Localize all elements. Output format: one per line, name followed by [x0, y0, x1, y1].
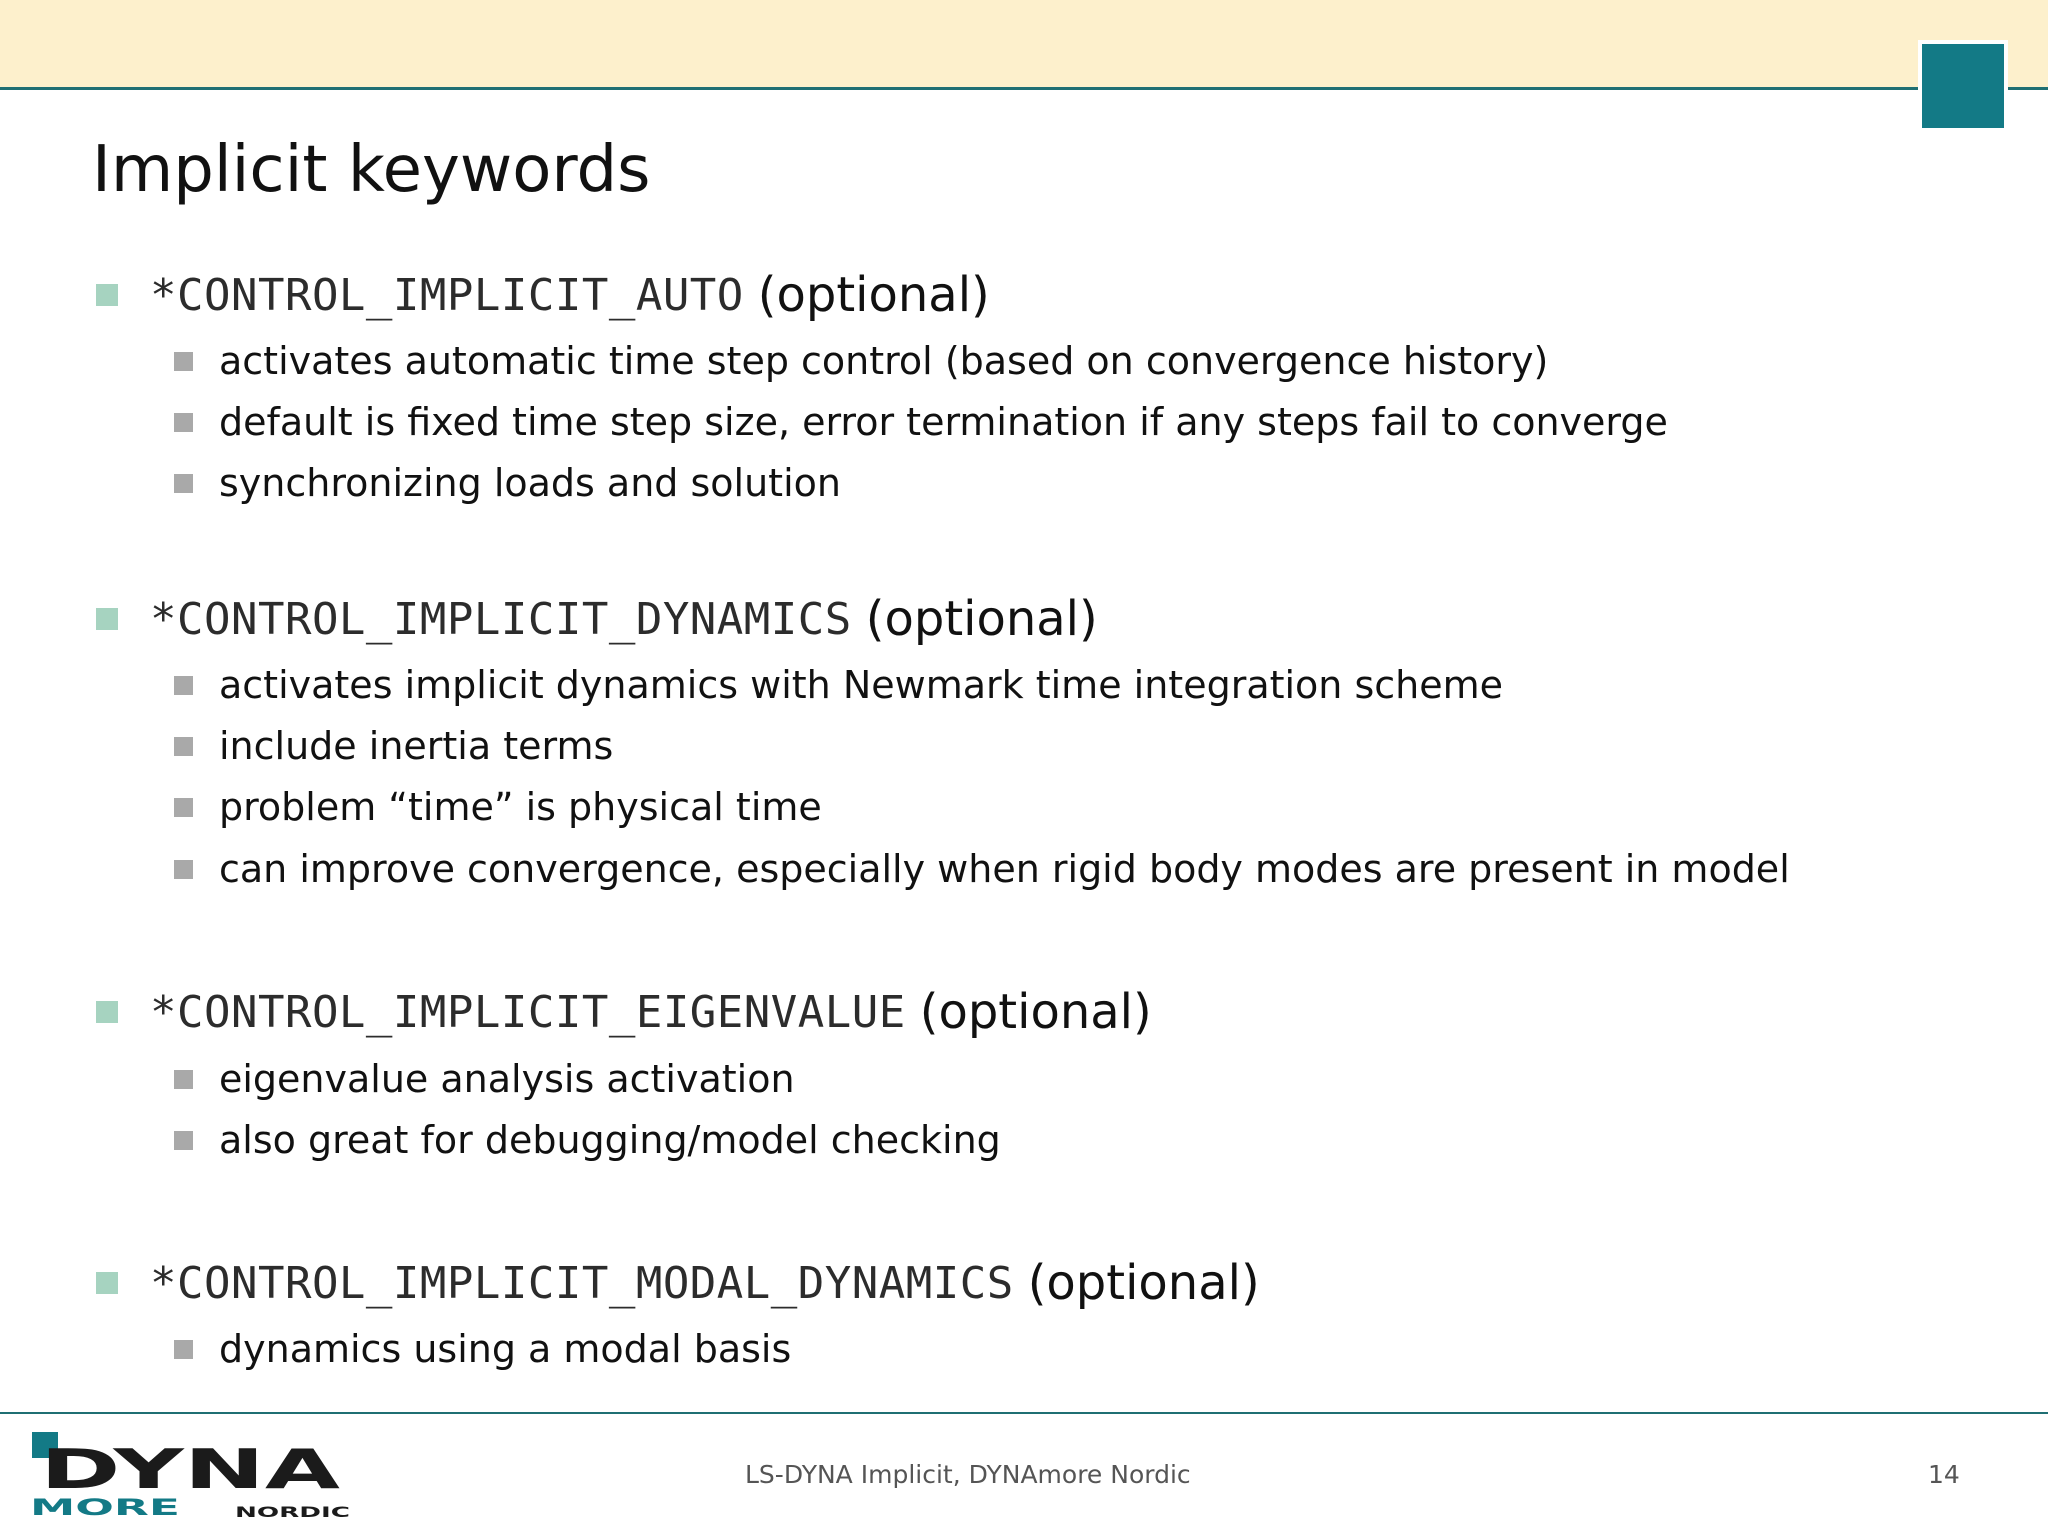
keyword-bullet-dynamics [96, 589, 1098, 649]
sub-bullet-marker [174, 798, 193, 817]
bullet-marker [96, 608, 118, 630]
sub-bullet-marker [174, 676, 193, 695]
keyword-bullet-modal-dynamics [96, 1253, 1260, 1313]
sub-bullet [174, 458, 841, 508]
keyword-qualifier: (optional) [1027, 1255, 1260, 1311]
sub-bullet-text: synchronizing loads and solution [219, 461, 841, 505]
dynamore-logo [30, 1430, 360, 1520]
sub-bullet-text: activates automatic time step control (based on convergence history) [219, 339, 1549, 383]
keyword-code: *CONTROL_IMPLICIT_MODAL_DYNAMICS [150, 1257, 1014, 1309]
sub-bullet-text: problem “time” is physical time [219, 785, 822, 829]
bullet-marker [96, 1272, 118, 1294]
sub-bullet [174, 397, 1668, 447]
sub-bullet-text: include inertia terms [219, 724, 614, 768]
sub-bullet-text: can improve convergence, especially when rigid body modes are present in model [219, 847, 1790, 891]
sub-bullet-marker [174, 352, 193, 371]
footer-caption: LS-DYNA Implicit, DYNAmore Nordic [745, 1460, 1191, 1489]
sub-bullet-text: default is fixed time step size, error termination if any steps fail to converge [219, 400, 1668, 444]
sub-bullet-marker [174, 474, 193, 493]
keyword-code: *CONTROL_IMPLICIT_DYNAMICS [150, 593, 852, 645]
logo-more: MORE [30, 1496, 180, 1520]
sub-bullet [174, 844, 1790, 894]
keyword-qualifier: (optional) [757, 267, 990, 323]
sub-bullet-text: also great for debugging/model checking [219, 1118, 1001, 1162]
keyword-code: *CONTROL_IMPLICIT_EIGENVALUE [150, 986, 906, 1038]
sub-bullet-text: activates implicit dynamics with Newmark time integration scheme [219, 663, 1504, 707]
sub-bullet-marker [174, 1070, 193, 1089]
sub-bullet [174, 1115, 1001, 1165]
sub-bullet [174, 1054, 795, 1104]
page-number: 14 [1928, 1460, 1960, 1489]
sub-bullet [174, 336, 1548, 386]
keyword-qualifier: (optional) [919, 984, 1152, 1040]
slide-title: Implicit keywords [92, 133, 651, 207]
sub-bullet-marker [174, 413, 193, 432]
sub-bullet-marker [174, 1131, 193, 1150]
sub-bullet-marker [174, 860, 193, 879]
keyword-code: *CONTROL_IMPLICIT_AUTO [150, 269, 744, 321]
bullet-marker [96, 1001, 118, 1023]
sub-bullet-text: dynamics using a modal basis [219, 1327, 792, 1371]
keyword-bullet-auto [96, 265, 990, 325]
sub-bullet [174, 721, 613, 771]
sub-bullet-marker [174, 1340, 193, 1359]
sub-bullet-text: eigenvalue analysis activation [219, 1057, 795, 1101]
keyword-qualifier: (optional) [865, 591, 1098, 647]
sub-bullet [174, 782, 822, 832]
keyword-bullet-eigenvalue [96, 982, 1152, 1042]
sub-bullet [174, 1324, 791, 1374]
logo-wordmark: DYNA [40, 1438, 341, 1501]
bullet-marker [96, 284, 118, 306]
footer-rule [0, 1412, 2048, 1414]
logo-nordic: NORDIC [235, 1505, 350, 1520]
sub-bullet-marker [174, 737, 193, 756]
sub-bullet [174, 660, 1503, 710]
